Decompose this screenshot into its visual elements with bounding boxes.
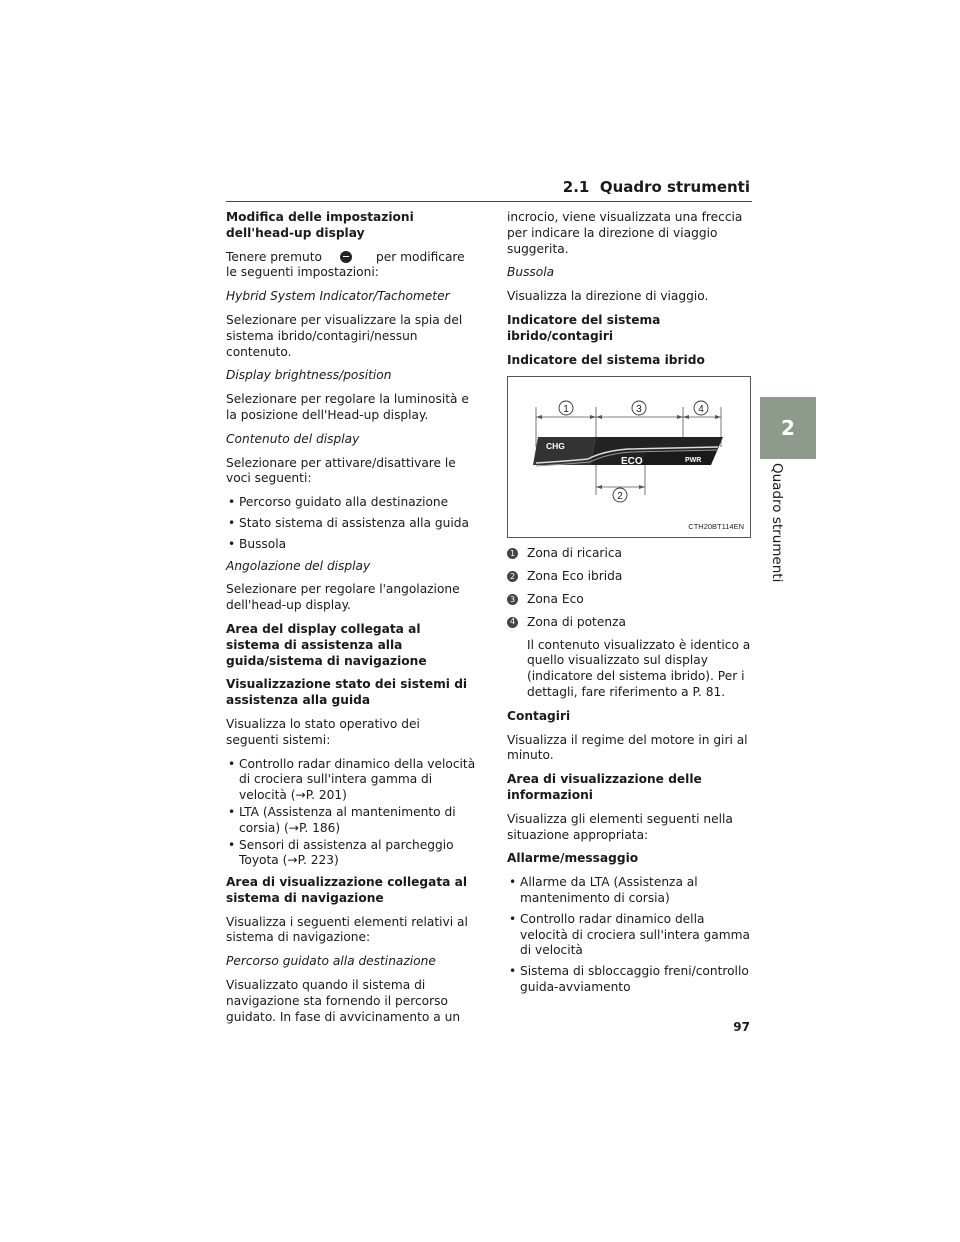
hybrid-indicator-diagram (508, 377, 750, 537)
warning-list (507, 875, 753, 996)
right-column (507, 210, 753, 1002)
legend-number: 4 (507, 617, 518, 628)
paragraph-brightness: Selezionare per regolare la luminosità e la posizione dell'Head-up display. (226, 392, 469, 422)
heading-hybrid-tacho: Indicatore del sistema ibrido/contagiri (507, 312, 661, 343)
list-item: • Percorso guidato alla destinazione (226, 495, 476, 511)
paragraph-info-area: Visualizza gli elementi seguenti nella situazione appropriata: (507, 811, 733, 842)
legend-item (507, 592, 753, 608)
paragraph-tachometer: Visualizza il regime del motore in giri al minuto. (507, 732, 748, 763)
paragraph-display-content: Selezionare per attivare/disattivare le voci seguenti: (226, 455, 456, 486)
legend-note: Il contenuto visualizzato è identico a quello visualizzato sul display (indicatore del sistema ibrido). Per i dettagli, fare riferimento a P. 81. (527, 637, 751, 699)
heading-modify-settings: Modifica delle impostazioni dell'head-up display (226, 210, 414, 240)
heading-assist-status: Visualizzazione stato dei sistemi di assistenza alla guida (226, 677, 468, 708)
legend-text: Zona di potenza (527, 614, 626, 629)
list-item: • Controllo radar dinamico della velocità di crociera sull'intera gamma di velocità (→P. 201) (226, 757, 476, 804)
heading-hybrid-indicator: Indicatore del sistema ibrido (507, 352, 705, 367)
list-item: • Controllo radar dinamico della velocità di crociera sull'intera gamma di velocità (507, 912, 753, 959)
left-column (226, 210, 476, 1033)
legend-text: Zona di ricarica (527, 546, 623, 561)
heading-navigation-area: Area di visualizzazione collegata al sistema di navigazione (226, 875, 468, 905)
heading-warning-message: Allarme/messaggio (507, 851, 639, 866)
display-button-icon (340, 251, 352, 263)
text-hold-pre: Tenere premuto (226, 249, 323, 264)
callout-1: 1 (563, 404, 569, 416)
legend-number: 3 (507, 594, 518, 605)
subheading-route-guidance: Percorso guidato alla destinazione (226, 954, 436, 969)
list-item: • Sensori di assistenza al parcheggio Toyota (→P. 223) (226, 838, 476, 870)
legend-number: 1 (507, 548, 518, 559)
hybrid-indicator-figure (507, 376, 751, 538)
paragraph-compass: Visualizza la direzione di viaggio. (507, 289, 709, 304)
chapter-number: 2 (781, 416, 795, 440)
callout-3: 3 (636, 404, 642, 416)
text-hold-post: per modificare le seguenti impostazioni: (226, 249, 465, 280)
subheading-brightness: Display brightness/position (226, 368, 392, 383)
section-number: 2.1 (562, 178, 590, 196)
page-number: 97 (733, 1020, 750, 1034)
legend-text: Zona Eco (527, 591, 584, 606)
display-content-list (226, 495, 476, 552)
callout-2: 2 (617, 491, 623, 503)
paragraph-hold-button (226, 250, 476, 282)
paragraph-route-guidance: Visualizzato quando il sistema di navigazione sta fornendo il percorso guidato. In fase di avvicinamento a un (226, 978, 461, 1024)
paragraph-display-angle: Selezionare per regolare l'angolazione dell'head-up display. (226, 582, 460, 613)
paragraph-navigation-area: Visualizza i seguenti elementi relativi al sistema di navigazione: (226, 914, 468, 945)
subheading-display-content: Contenuto del display (226, 431, 360, 446)
paragraph-intersection-arrow: incrocio, viene visualizzata una freccia per indicare la direzione di viaggio suggerita. (507, 210, 743, 256)
legend-text: Zona Eco ibrida (527, 569, 623, 584)
list-item: • Sistema di sbloccaggio freni/controllo guida-avviamento (507, 964, 753, 996)
heading-info-area: Area di visualizzazione delle informazioni (507, 772, 702, 802)
legend-item (507, 615, 753, 631)
subheading-compass: Bussola (507, 265, 555, 280)
paragraph-hybrid-indicator: Selezionare per visualizzare la spia del sistema ibrido/contagiri/nessun contenuto. (226, 312, 463, 359)
assist-systems-list (226, 757, 476, 870)
label-pwr: PWR (685, 457, 702, 465)
heading-tachometer: Contagiri (507, 708, 571, 723)
list-item: • Bussola (226, 537, 476, 553)
heading-driving-assist-area: Area del display collegata al sistema di assistenza alla guida/sistema di navigazione (226, 621, 427, 668)
section-header (563, 178, 750, 196)
subheading-display-angle: Angolazione del display (226, 558, 371, 573)
figure-code: CTH20BT114EN (688, 521, 744, 531)
subheading-hybrid-indicator: Hybrid System Indicator/Tachometer (226, 289, 450, 304)
label-chg: CHG (546, 441, 565, 452)
label-eco: ECO (621, 456, 643, 468)
chapter-tab-label: Quadro strumenti (769, 463, 785, 583)
list-item: • LTA (Assistenza al mantenimento di corsia) (→P. 186) (226, 805, 476, 837)
chapter-tab (760, 397, 816, 459)
legend-number: 2 (507, 571, 518, 582)
paragraph-assist-status: Visualizza lo stato operativo dei seguenti sistemi: (226, 716, 420, 747)
section-title: Quadro strumenti (599, 178, 750, 196)
list-item: • Stato sistema di assistenza alla guida (226, 516, 476, 532)
header-divider (226, 201, 752, 202)
legend-item (507, 546, 753, 562)
list-item: • Allarme da LTA (Assistenza al mantenimento di corsia) (507, 875, 753, 907)
callout-4: 4 (698, 404, 704, 416)
legend-item (507, 569, 753, 585)
